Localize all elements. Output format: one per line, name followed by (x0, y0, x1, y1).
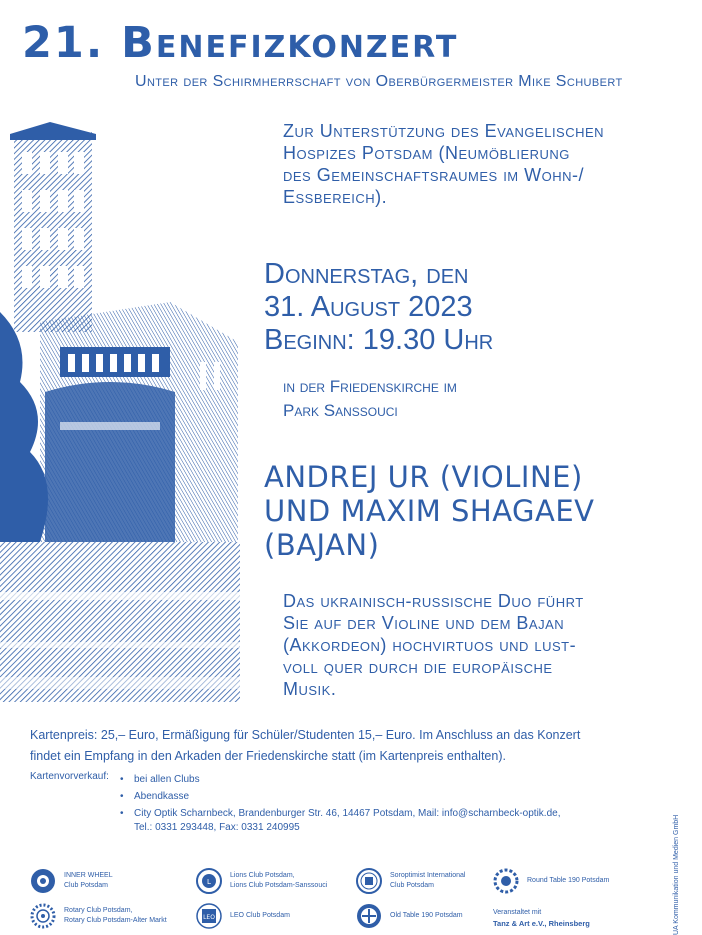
club-name: Old Table 190 Potsdam (390, 912, 463, 919)
venue-line: Park Sanssouci (283, 401, 398, 420)
purpose-line: Zur Unterstützung des Evangelischen (283, 121, 605, 141)
venue (283, 375, 643, 423)
presale-item: • Abendkasse (120, 788, 660, 805)
inner-wheel-icon (30, 868, 56, 894)
artist-line: (BAJAN) (264, 528, 380, 562)
venue-line: in der Friedenskirche im (283, 377, 457, 396)
club-name: Lions Club Potsdam-Sanssouci (230, 882, 328, 889)
date-weekday: Donnerstag, den (264, 258, 469, 290)
description-line: (Akkordeon) hochvirtuos und lust- (283, 635, 577, 655)
patronage-subtitle: Unter der Schirmherrschaft von Oberbürgermeister Mike Schubert (135, 73, 623, 90)
club-name: Club Potsdam (390, 882, 434, 889)
event-date (264, 258, 684, 357)
presale-item: • City Optik Scharnbeck, Brandenburger Str. 46, 14467 Potsdam, Mail: info@scharnbeck-optik.de, (120, 805, 660, 822)
lions-icon (196, 868, 222, 894)
purpose-line: des Gemeinschaftsraumes im Wohn-/ (283, 165, 585, 185)
club-lions (196, 868, 327, 894)
organizer (493, 907, 590, 930)
club-name: LEO Club Potsdam (230, 912, 290, 919)
presale-list (120, 771, 660, 822)
date-day: 31. August 2023 (264, 291, 473, 323)
club-name: Rotary Club Potsdam, (64, 907, 133, 914)
artist-line: UND MAXIM SHAGAEV (264, 494, 595, 528)
description (283, 590, 683, 700)
purpose-text (283, 120, 683, 208)
presale-label: Kartenvorverkauf: (30, 771, 109, 782)
organizer-label: Veranstaltet mit (493, 909, 542, 916)
description-line: Musik. (283, 679, 337, 699)
agency-credit: UA Kommunikation und Medien GmbH (673, 814, 680, 935)
old-table-icon (356, 903, 382, 929)
leo-icon (196, 903, 222, 929)
start-time: Beginn: 19.30 Uhr (264, 324, 494, 356)
club-rotary (30, 903, 167, 929)
artists (264, 460, 684, 562)
club-round-table (493, 868, 609, 894)
organizer-name: Tanz & Art e.V., Rheinsberg (493, 919, 590, 928)
presale-item: • bei allen Clubs (120, 771, 660, 788)
price-line: Kartenpreis: 25,– Euro, Ermäßigung für Schüler/Studenten 15,– Euro. Im Anschluss an das Konzert (30, 728, 581, 742)
round-table-icon (493, 868, 519, 894)
description-line: Das ukrainisch-russische Duo führt (283, 591, 584, 611)
purpose-line: Hospizes Potsdam (Neumöblierung (283, 143, 570, 163)
description-line: voll quer durch die europäische (283, 657, 553, 677)
friedenskirche-illustration (0, 122, 240, 702)
club-soroptimist (356, 868, 465, 894)
soroptimist-icon (356, 868, 382, 894)
presale-contact: Tel.: 0331 293448, Fax: 0331 240995 (134, 822, 300, 833)
rotary-icon (30, 903, 56, 929)
club-name: Soroptimist International (390, 872, 466, 879)
club-name: Round Table 190 Potsdam (527, 877, 610, 884)
artist-line: ANDREJ UR (VIOLINE) (264, 460, 583, 494)
club-name: INNER WHEEL (64, 872, 113, 879)
ticket-prices (30, 725, 670, 767)
club-name: Lions Club Potsdam, (230, 872, 295, 879)
club-leo (196, 903, 290, 929)
svg-text:L: L (207, 878, 211, 886)
club-name: Club Potsdam (64, 882, 108, 889)
concert-title: 21. Benefizkonzert (22, 18, 459, 68)
price-line: findet ein Empfang in den Arkaden der Friedenskirche statt (im Kartenpreis enthalten). (30, 749, 506, 763)
club-name: Rotary Club Potsdam-Alter Markt (64, 917, 167, 924)
svg-text:LEO: LEO (203, 914, 215, 921)
description-line: Sie auf der Violine und dem Bajan (283, 613, 565, 633)
club-inner-wheel (30, 868, 113, 894)
purpose-line: Essbereich). (283, 187, 388, 207)
club-old-table (356, 903, 463, 929)
